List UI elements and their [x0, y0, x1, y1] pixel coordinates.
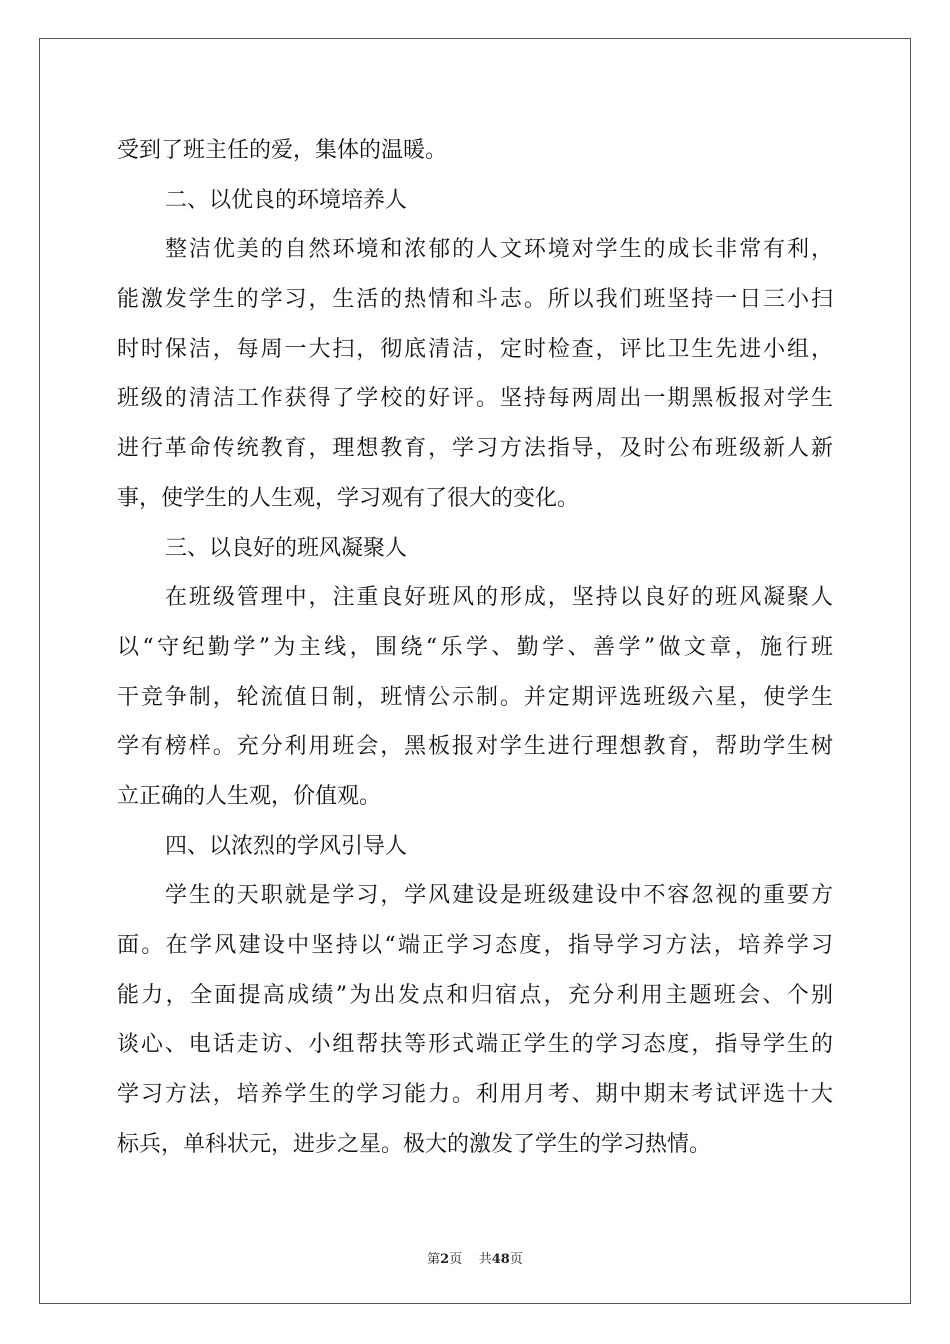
paragraph-line: 学有榜样。充分利用班会，黑板报对学生进行理想教育，帮助学生树 — [117, 734, 833, 760]
paragraph-line: 干竞争制，轮流值日制，班情公示制。并定期评选班级六星，使学生 — [117, 684, 833, 710]
paragraph-line: 立正确的人生观，价值观。 — [117, 783, 382, 809]
total-label-suffix: 页 — [509, 1252, 523, 1267]
paragraph-line: 面。在学风建设中坚持以“端正学习态度，指导学习方法，培养学习 — [117, 933, 833, 958]
paragraph-line: 谈心、电话走访、小组帮扶等形式端正学生的学习态度，指导学生的 — [117, 1032, 833, 1058]
paragraph-line: 能激发学生的学习，生活的热情和斗志。所以我们班坚持一日三小扫 — [117, 287, 833, 313]
page-footer — [0, 1248, 950, 1267]
section-heading: 三、以良好的班风凝聚人 — [165, 535, 408, 561]
paragraph-line: 学习方法，培养学生的学习能力。利用月考、期中期末考试评选十大 — [117, 1082, 833, 1108]
paragraph-line: 进行革命传统教育，理想教育，学习方法指导，及时公布班级新人新 — [117, 436, 833, 462]
paragraph-line: 能力，全面提高成绩”为出发点和归宿点，充分利用主题班会、个别 — [117, 982, 833, 1008]
total-pages: 48 — [491, 1252, 510, 1267]
paragraph-line: 标兵，单科状元，进步之星。极大的激发了学生的学习热情。 — [117, 1131, 712, 1157]
section-heading: 二、以优良的环境培养人 — [165, 187, 408, 213]
total-label-prefix: 共 — [478, 1252, 492, 1267]
paragraph-line: 整洁优美的自然环境和浓郁的人文环境对学生的成长非常有利， — [165, 237, 833, 263]
paragraph-line: 学生的天职就是学习，学风建设是班级建设中不容忽视的重要方 — [165, 883, 833, 909]
paragraph-line: 在班级管理中，注重良好班风的形成，坚持以良好的班风凝聚人 — [165, 585, 833, 611]
paragraph-line: 受到了班主任的爱，集体的温暖。 — [117, 138, 448, 163]
page-label-suffix: 页 — [449, 1252, 463, 1267]
paragraph-line: 班级的清洁工作获得了学校的好评。坚持每两周出一期黑板报对学生 — [117, 386, 833, 412]
section-heading: 四、以浓烈的学风引导人 — [165, 833, 408, 859]
paragraph-line: 以“守纪勤学”为主线，围绕“乐学、勤学、善学”做文章，施行班 — [117, 634, 833, 660]
paragraph-line: 时时保洁，每周一大扫，彻底清洁，定时检查，评比卫生先进小组， — [117, 336, 833, 362]
page-label-prefix: 第 — [427, 1252, 441, 1267]
document-body — [117, 126, 833, 1169]
paragraph-line: 事，使学生的人生观，学习观有了很大的变化。 — [117, 485, 580, 511]
page-number: 2 — [440, 1252, 450, 1267]
